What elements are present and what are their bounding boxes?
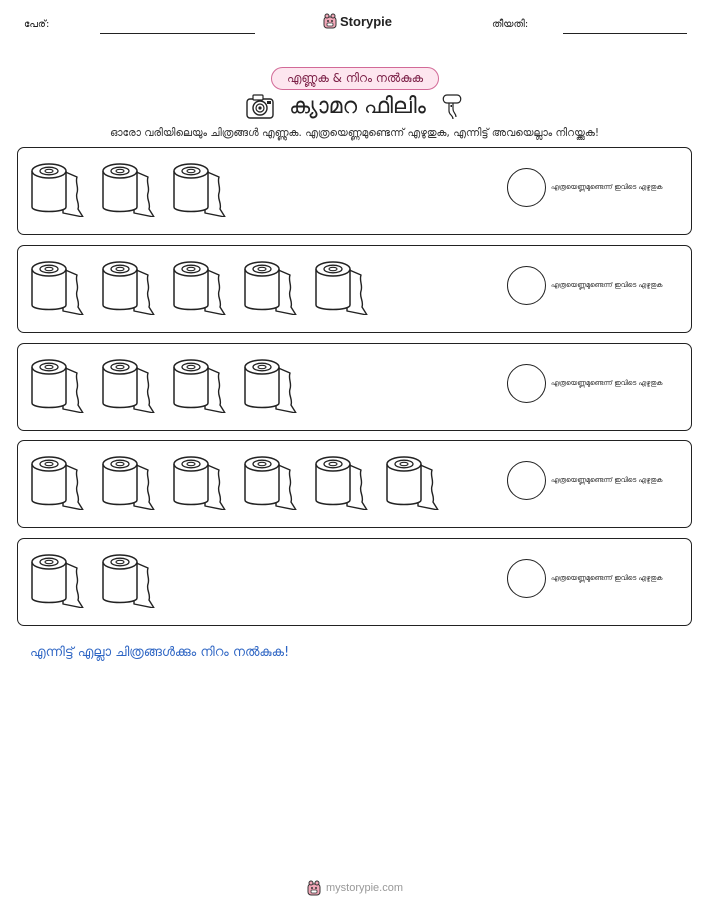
count-row xyxy=(17,245,692,333)
name-label: പേര്: xyxy=(24,19,50,30)
film-roll-icon xyxy=(242,454,302,514)
film-roll-icon xyxy=(100,259,160,319)
answer-hint: എത്രയെണ്ണമുണ്ടെന്ന് ഇവിടെ എഴുതുക xyxy=(551,183,663,191)
count-row xyxy=(17,343,692,431)
film-roll-icon xyxy=(171,259,231,319)
answer-circle[interactable] xyxy=(507,168,546,207)
brand-name: Storypie xyxy=(340,13,393,29)
film-roll-icon xyxy=(100,357,160,417)
title-row xyxy=(0,89,709,123)
film-roll-icon xyxy=(171,161,231,221)
answer-circle[interactable] xyxy=(507,461,546,500)
film-roll-icon xyxy=(384,454,444,514)
film-roll-icon xyxy=(29,454,89,514)
camera-icon xyxy=(245,92,275,120)
answer-circle[interactable] xyxy=(507,266,546,305)
film-roll-icon xyxy=(242,357,302,417)
page-title: ക്യാമറ ഫിലിം xyxy=(289,93,426,119)
film-roll-icon xyxy=(100,161,160,221)
brand xyxy=(323,13,392,29)
film-roll-icon xyxy=(29,161,89,221)
activity-badge: എണ്ണുക & നിറം നൽകുക xyxy=(271,67,439,90)
film-roll-icon xyxy=(100,454,160,514)
film-roll-group xyxy=(29,357,302,417)
answer-hint: എത്രയെണ്ണമുണ്ടെന്ന് ഇവിടെ എഴുതുക xyxy=(551,281,663,289)
film-strip-icon xyxy=(440,91,464,121)
film-roll-icon xyxy=(100,552,160,612)
answer-hint: എത്രയെണ്ണമുണ്ടെന്ന് ഇവിടെ എഴുതുക xyxy=(551,379,663,387)
answer-hint: എത്രയെണ്ണമുണ്ടെന്ന് ഇവിടെ എഴുതുക xyxy=(551,574,663,582)
film-roll-icon xyxy=(313,259,373,319)
storypie-logo-icon xyxy=(323,13,337,29)
film-roll-icon xyxy=(242,259,302,319)
date-label: തീയതി: xyxy=(492,19,529,30)
answer-circle[interactable] xyxy=(507,364,546,403)
film-roll-icon xyxy=(171,454,231,514)
count-row xyxy=(17,538,692,626)
film-roll-icon xyxy=(29,357,89,417)
film-roll-icon xyxy=(29,552,89,612)
film-roll-icon xyxy=(171,357,231,417)
film-roll-icon xyxy=(313,454,373,514)
answer-hint: എത്രയെണ്ണമുണ്ടെന്ന് ഇവിടെ എഴുതുക xyxy=(551,476,663,484)
answer-circle[interactable] xyxy=(507,559,546,598)
date-line[interactable] xyxy=(563,33,687,34)
film-roll-group xyxy=(29,454,444,514)
site-footer xyxy=(307,880,403,896)
site-url: mystorypie.com xyxy=(326,882,404,894)
film-roll-group xyxy=(29,552,160,612)
storypie-logo-icon xyxy=(307,880,321,896)
count-row xyxy=(17,440,692,528)
film-roll-group xyxy=(29,161,231,221)
film-roll-group xyxy=(29,259,373,319)
instruction-text: ഓരോ വരിയിലെയും ചിത്രങ്ങൾ എണ്ണുക. എത്രയെണ്ണമുണ്ടെന്ന് എഴുതുക, എന്നിട്ട് അവയെല്ലാം നിറയ്ക്കുക! xyxy=(109,127,600,139)
name-line[interactable] xyxy=(100,33,255,34)
color-instruction: എന്നിട്ട് എല്ലാ ചിത്രങ്ങൾക്കും നിറം നൽകുക! xyxy=(30,645,290,660)
count-row xyxy=(17,147,692,235)
film-roll-icon xyxy=(29,259,89,319)
